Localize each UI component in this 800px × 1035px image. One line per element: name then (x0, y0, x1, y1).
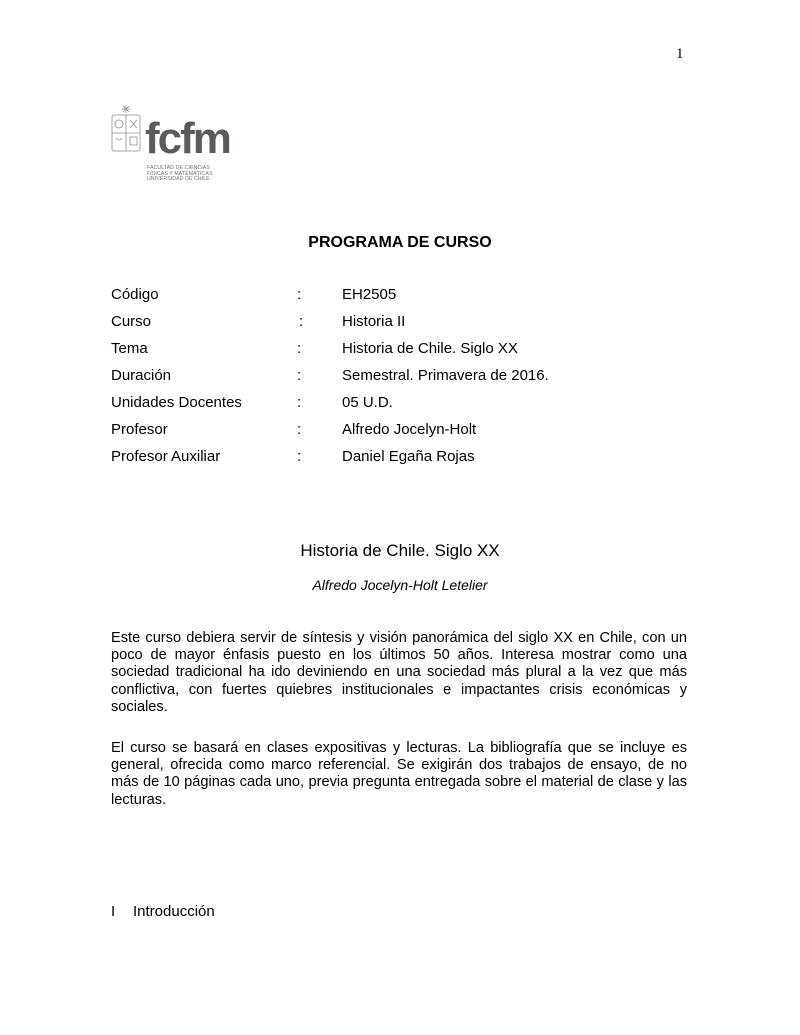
info-separator: : (297, 421, 302, 438)
info-separator: : (299, 313, 304, 330)
info-value: Semestral. Primavera de 2016. (342, 367, 549, 384)
paragraph: El curso se basará en clases expositivas y lecturas. La bibliografía que se incluye es general, ofrecida como marco referencial. Se exigirán dos trabajos de ensayo, de no más de 10 páginas cada uno, previa pregunta entregada sobre el material de clase y las lecturas. (111, 740, 687, 808)
info-value: EH2505 (342, 286, 397, 303)
course-author: Alfredo Jocelyn-Holt Letelier (312, 577, 488, 593)
info-separator: : (297, 394, 302, 411)
info-label: Unidades Docentes (111, 394, 242, 411)
info-value: Daniel Egaña Rojas (342, 448, 475, 465)
logo-wordmark: fcfm (145, 114, 230, 163)
info-value: Alfredo Jocelyn-Holt (342, 421, 477, 438)
logo-subtitle-line: UNIVERSIDAD DE CHILE (147, 176, 210, 183)
info-value: 05 U.D. (342, 394, 393, 411)
course-title: Historia de Chile. Siglo XX (300, 541, 500, 560)
fcfm-logo (108, 104, 233, 188)
info-separator: : (297, 448, 302, 465)
university-seal-icon (108, 104, 144, 156)
logo-subtitle (147, 166, 247, 183)
page-number: 1 (676, 46, 684, 62)
info-separator: : (297, 286, 302, 303)
section-number: I (111, 903, 116, 920)
logo-subtitle-line: FÍSICAS Y MATEMÁTICAS (147, 170, 213, 177)
info-separator: : (297, 367, 302, 384)
info-separator: : (297, 340, 302, 357)
info-value: Historia II (342, 313, 406, 330)
info-label: Profesor (111, 421, 168, 438)
logo-subtitle-line: FACULTAD DE CIENCIAS (147, 165, 210, 171)
info-label: Curso (111, 313, 152, 330)
page-title: PROGRAMA DE CURSO (308, 234, 492, 251)
paragraph: Este curso debiera servir de síntesis y visión panorámica del siglo XX en Chile, con un poco de mayor énfasis puesto en los últimos 50 años. Interesa mostrar como una sociedad tradicional ha ido deviniendo en una sociedad más plural a la vez que más conflictiva, con fuertes quiebres institucionales e impactantes crisis económicas y sociales. (111, 630, 687, 715)
section-title: Introducción (133, 903, 215, 920)
section-heading (111, 903, 215, 920)
info-label: Profesor Auxiliar (111, 448, 221, 465)
info-value: Historia de Chile. Siglo XX (342, 340, 518, 357)
info-label: Duración (111, 367, 172, 384)
info-label: Tema (111, 340, 148, 357)
info-label: Código (111, 286, 159, 303)
